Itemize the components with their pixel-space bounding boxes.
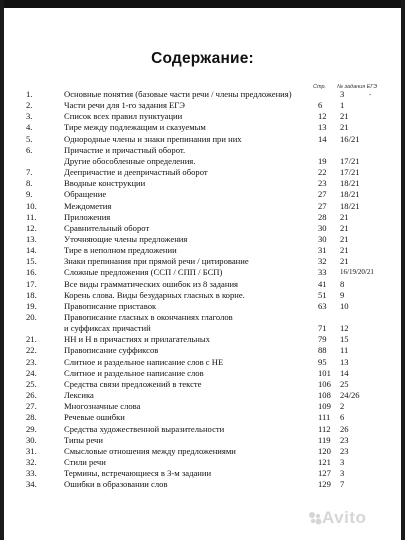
toc-item-number: 34. [26, 479, 37, 490]
toc-row [4, 201, 401, 211]
toc-item-page: 27 [318, 189, 327, 200]
toc-item-task: 3 [340, 456, 345, 467]
toc-item-number: 33. [26, 468, 37, 479]
toc-item-task: 12 [340, 323, 349, 334]
toc-item-task: 26 [340, 423, 349, 434]
toc-row [4, 111, 401, 121]
toc-row [4, 390, 401, 400]
toc-item-page: 30 [318, 233, 327, 244]
toc-row [4, 178, 401, 188]
task-column-extra: - [369, 92, 372, 99]
toc-item-title: Причастие и причастный оборот. [64, 144, 186, 155]
toc-item-task: 23 [340, 445, 349, 456]
toc-item-page: 71 [318, 323, 327, 334]
toc-row [4, 334, 401, 344]
toc-item-number: 11. [26, 211, 37, 222]
toc-row [4, 212, 401, 222]
toc-item-task: 2 [340, 401, 345, 412]
toc-item-title: Слитное и раздельное написание слов [64, 367, 204, 378]
toc-item-task: 18/21 [340, 200, 360, 211]
toc-item-number: 9. [26, 189, 33, 200]
toc-item-page: 112 [318, 423, 331, 434]
toc-item-title: Уточняющие члены предложения [64, 233, 188, 244]
toc-item-title: НН и Н в причастиях и прилагательных [64, 334, 210, 345]
toc-item-page: 108 [318, 390, 331, 401]
toc-item-page: 33 [318, 267, 327, 278]
toc-row [4, 435, 401, 445]
toc-item-task: 17/21 [340, 155, 360, 166]
toc-item-title: Знаки препинания при прямой речи / цитирование [64, 256, 249, 267]
toc-item-title: Термины, встречающиеся в 3-м задании [64, 468, 212, 479]
toc-row [4, 100, 401, 110]
toc-item-number: 23. [26, 356, 37, 367]
toc-row [4, 267, 401, 277]
toc-item-number: 21. [26, 334, 37, 345]
toc-row [4, 279, 401, 289]
toc-item-title: Тире в неполном предложении [64, 245, 177, 256]
toc-item-page: 79 [318, 334, 327, 345]
toc-item-title: Другие обособленные определения. [64, 155, 196, 166]
toc-item-number: 24. [26, 367, 37, 378]
toc-item-task: 21 [340, 222, 349, 233]
toc-item-page: 106 [318, 378, 331, 389]
toc-item-title: Правописание суффиксов [64, 345, 159, 356]
toc-item-page: 13 [318, 122, 327, 133]
toc-item-page: 28 [318, 211, 327, 222]
page-title: Содержание: [151, 50, 254, 67]
toc-item-number: 32. [26, 456, 37, 467]
top-frame-bar [0, 0, 405, 8]
toc-item-title: и суффиксах причастий [64, 323, 151, 334]
toc-row [4, 357, 401, 367]
document-page [4, 8, 401, 540]
toc-item-number: 20. [26, 312, 37, 322]
toc-item-task: 21 [340, 122, 349, 133]
toc-item-title: Стили речи [64, 456, 106, 467]
toc-row [4, 312, 401, 322]
toc-item-task: 14 [340, 367, 349, 378]
toc-item-number: 13. [26, 233, 37, 244]
toc-item-title: Слитное и раздельное написание слов с НЕ [64, 356, 224, 367]
page-column-header: Стр. [313, 84, 327, 90]
toc-item-number: 31. [26, 445, 37, 456]
toc-item-title: Правописание приставок [64, 300, 157, 311]
toc-row [4, 122, 401, 132]
toc-item-number: 17. [26, 278, 37, 289]
toc-item-task: 17/21 [340, 167, 360, 178]
toc-item-page: 111 [318, 412, 331, 423]
toc-item-number: 18. [26, 289, 37, 300]
toc-item-title: Приложения [64, 211, 111, 222]
toc-item-task: 9 [340, 289, 345, 300]
toc-item-task: 21 [340, 256, 349, 267]
toc-item-page: 121 [318, 456, 331, 467]
toc-row [4, 156, 401, 166]
toc-item-number: 7. [26, 167, 33, 178]
toc-item-page: 41 [318, 278, 327, 289]
toc-item-page: 14 [318, 133, 327, 144]
toc-item-number: 30. [26, 434, 37, 445]
toc-item-page: 22 [318, 167, 327, 178]
toc-item-number: 10. [26, 200, 37, 211]
toc-row [4, 290, 401, 300]
toc-item-task: 25 [340, 378, 349, 389]
toc-item-page: 88 [318, 345, 327, 356]
toc-row [4, 479, 401, 489]
toc-row [4, 412, 401, 422]
toc-item-number: 5. [26, 133, 33, 144]
avito-watermark: Avito [322, 508, 367, 527]
toc-item-page: 129 [318, 479, 331, 490]
toc-row [4, 323, 401, 333]
toc-item-page: 101 [318, 367, 331, 378]
toc-item-task: 21 [340, 111, 349, 122]
toc-item-task: 21 [340, 245, 349, 256]
task-column-header: № задания ЕГЭ [337, 84, 378, 90]
right-frame-border [401, 0, 405, 540]
toc-item-title: Однородные члены и знаки препинания при них [64, 133, 242, 144]
table-of-contents [4, 8, 401, 540]
toc-item-task: 13 [340, 356, 349, 367]
toc-item-number: 14. [26, 245, 37, 256]
toc-row [4, 457, 401, 467]
toc-item-title: Части речи для 1-го задания ЕГЭ [64, 100, 185, 111]
toc-row [4, 145, 401, 155]
toc-row [4, 345, 401, 355]
avito-logo-icon [307, 510, 323, 526]
toc-item-task: 7 [340, 479, 345, 490]
toc-item-title: Типы речи [64, 434, 103, 445]
toc-item-page: 119 [318, 434, 331, 445]
toc-row [4, 245, 401, 255]
toc-row [4, 189, 401, 199]
toc-item-page: 120 [318, 445, 331, 456]
toc-item-task: 21 [340, 211, 349, 222]
toc-item-page: 30 [318, 222, 327, 233]
toc-row [4, 223, 401, 233]
toc-row [4, 368, 401, 378]
toc-item-task: 8 [340, 278, 345, 289]
toc-item-number: 8. [26, 178, 33, 189]
toc-item-title: Средства художественной выразительности [64, 423, 225, 434]
toc-row [4, 256, 401, 266]
toc-item-page: 31 [318, 245, 327, 256]
toc-item-title: Междометия [64, 200, 112, 211]
toc-item-task: 18/21 [340, 178, 360, 189]
toc-item-task: 21 [340, 233, 349, 244]
toc-item-page: 27 [318, 200, 327, 211]
toc-row [4, 401, 401, 411]
toc-item-page: 12 [318, 111, 327, 122]
toc-item-page: 32 [318, 256, 327, 267]
toc-item-title: Корень слова. Виды безударных гласных в корне. [64, 289, 245, 300]
toc-item-page: 127 [318, 468, 331, 479]
toc-item-number: 16. [26, 267, 37, 278]
toc-row [4, 446, 401, 456]
toc-item-number: 15. [26, 256, 37, 267]
toc-item-number: 28. [26, 412, 37, 423]
toc-item-page: 51 [318, 289, 327, 300]
toc-item-title: Основные понятия (базовые части речи / члены предложения) [64, 89, 292, 99]
toc-item-page: 6 [318, 100, 323, 111]
toc-item-number: 25. [26, 378, 37, 389]
toc-item-title: Правописание гласных в окончаниях глаголов [64, 312, 233, 322]
toc-item-task: 6 [340, 412, 345, 423]
toc-row [4, 89, 401, 99]
toc-item-title: Многозначные слова [64, 401, 141, 412]
toc-row [4, 134, 401, 144]
toc-item-title: Вводные конструкции [64, 178, 146, 189]
toc-item-page: 23 [318, 178, 327, 189]
toc-item-title: Речевые ошибки [64, 412, 125, 423]
toc-item-number: 29. [26, 423, 37, 434]
toc-item-title: Все виды грамматических ошибок из 8 задания [64, 278, 238, 289]
toc-item-title: Средства связи предложений в тексте [64, 378, 202, 389]
toc-item-number: 3. [26, 111, 33, 122]
toc-row [4, 379, 401, 389]
toc-item-title: Смысловые отношения между предложениями [64, 445, 236, 456]
toc-item-task: 16/21 [340, 133, 360, 144]
toc-item-number: 4. [26, 122, 33, 133]
toc-row [4, 234, 401, 244]
toc-item-title: Тире между подлежащим и сказуемым [64, 122, 206, 133]
toc-item-title: Деепричастие и деепричастный оборот [64, 167, 208, 178]
toc-item-title: Сложные предложения (ССП / СПП / БСП) [64, 267, 223, 278]
toc-row [4, 167, 401, 177]
toc-item-number: 12. [26, 222, 37, 233]
toc-item-title: Сравнительный оборот [64, 222, 150, 233]
toc-item-task: 15 [340, 334, 349, 345]
toc-item-number: 2. [26, 100, 33, 111]
toc-item-number: 27. [26, 401, 37, 412]
toc-item-number: 22. [26, 345, 37, 356]
toc-item-page: 95 [318, 356, 327, 367]
toc-item-task: 3 [340, 89, 345, 99]
toc-item-title: Лексика [64, 390, 94, 401]
toc-row [4, 301, 401, 311]
toc-item-title: Обращение [64, 189, 107, 200]
toc-item-title: Список всех правил пунктуации [64, 111, 183, 122]
toc-item-page: 109 [318, 401, 331, 412]
toc-item-page: 19 [318, 155, 327, 166]
toc-item-number: 19. [26, 300, 37, 311]
toc-item-number: 1. [26, 89, 33, 99]
toc-item-title: Ошибки в образовании слов [64, 479, 168, 490]
toc-item-page: 63 [318, 300, 327, 311]
toc-row [4, 424, 401, 434]
toc-item-task: 10 [340, 300, 349, 311]
toc-item-task: 1 [340, 100, 345, 111]
toc-item-task: 23 [340, 434, 349, 445]
toc-item-number: 6. [26, 144, 33, 155]
toc-row [4, 468, 401, 478]
toc-item-task: 11 [340, 345, 349, 356]
toc-item-number: 26. [26, 390, 37, 401]
toc-item-task: 18/21 [340, 189, 360, 200]
toc-item-task: 3 [340, 468, 345, 479]
toc-item-task: 24/26 [340, 390, 360, 401]
toc-item-task: 16/19/20/21 [340, 268, 374, 277]
